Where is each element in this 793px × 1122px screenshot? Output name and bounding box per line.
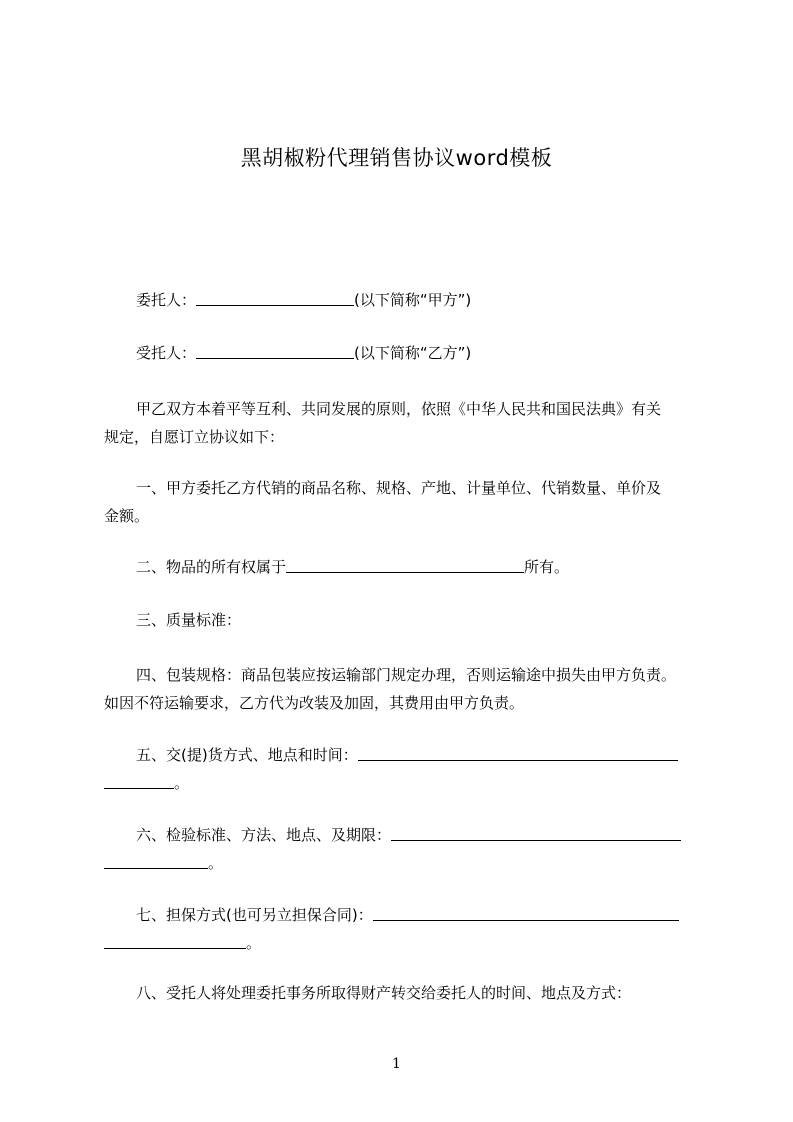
page-number: 1	[392, 1056, 401, 1072]
clause-2-suffix: 所有。	[524, 558, 570, 576]
preamble-paragraph	[104, 395, 704, 451]
clause-7-line-2	[104, 929, 704, 957]
agent-blank	[196, 342, 354, 359]
clause-6-line-1	[104, 821, 704, 849]
clause-1-line-2: 金额。	[104, 507, 150, 525]
clause-6-prefix: 六、检验标准、方法、地点、及期限：	[136, 826, 392, 844]
principal-suffix: (以下简称“甲方”)	[354, 291, 472, 309]
clause-5-line-1	[104, 741, 704, 769]
agent-suffix: (以下简称“乙方”)	[354, 344, 472, 362]
preamble-line-2: 规定，自愿订立协议如下：	[104, 428, 285, 446]
clause-5-end: 。	[174, 774, 190, 792]
clause-1-line-1: 一、甲方委托乙方代销的商品名称、规格、产地、计量单位、代销数量、单价及	[136, 479, 662, 497]
clause-5-blank-2	[104, 772, 174, 789]
clause-7-blank-1	[373, 904, 679, 921]
document-title: 黑胡椒粉代理销售协议word模板	[240, 146, 553, 170]
clause-4-line-1: 四、包装规格：商品包装应按运输部门规定办理，否则运输途中损失由甲方负责。	[136, 666, 677, 684]
clause-7-blank-2	[104, 932, 246, 949]
clause-5-blank-1	[358, 744, 678, 761]
clause-7	[104, 901, 704, 957]
clause-6-blank-1	[391, 824, 681, 841]
clause-5-line-2	[104, 769, 704, 797]
clause-1	[104, 474, 704, 530]
clause-6	[104, 821, 704, 877]
clause-5	[104, 741, 704, 797]
clause-6-line-2	[104, 849, 704, 877]
clause-7-line-1	[104, 901, 704, 929]
clause-6-blank-2	[104, 852, 208, 869]
clause-6-end: 。	[208, 854, 224, 872]
clause-2-blank	[286, 556, 524, 573]
principal-line	[136, 288, 706, 313]
clause-2-prefix: 二、物品的所有权属于	[136, 558, 287, 576]
preamble-line-1: 甲乙双方本着平等互利、共同发展的原则，依照《中华人民共和国民法典》有关	[136, 400, 662, 418]
clause-4-line-2: 如因不符运输要求，乙方代为改装及加固，其费用由甲方负责。	[104, 694, 525, 712]
principal-blank	[196, 289, 354, 306]
clause-7-prefix: 七、担保方式(也可另立担保合同)：	[136, 906, 373, 924]
clause-2	[136, 555, 706, 580]
clause-8: 八、受托人将处理委托事务所取得财产转交给委托人的时间、地点及方式：	[136, 984, 632, 1002]
agent-line	[136, 341, 706, 366]
principal-label: 委托人：	[136, 291, 197, 309]
clause-3: 三、质量标准：	[136, 611, 242, 629]
clause-7-end: 。	[246, 934, 262, 952]
agent-label: 受托人：	[136, 344, 197, 362]
clause-5-prefix: 五、交(提)货方式、地点和时间：	[136, 746, 358, 764]
clause-4	[104, 661, 704, 717]
